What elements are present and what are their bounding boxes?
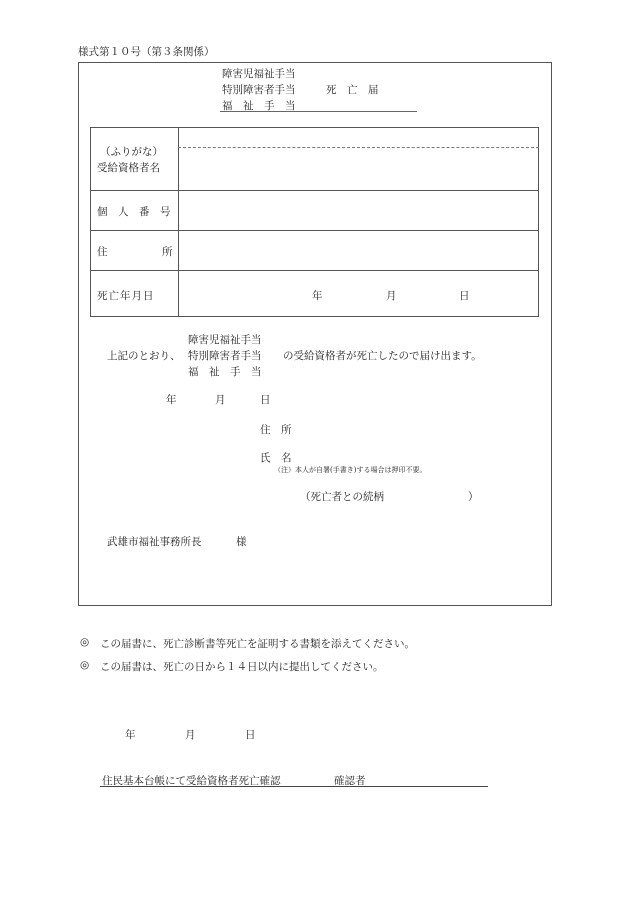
signature-note: （注）本人が自署(手書き)する場合は押印不要。 (274, 466, 427, 474)
death-date-year: 年 (312, 290, 323, 302)
death-date-field[interactable] (179, 271, 538, 316)
address-field[interactable] (179, 231, 538, 269)
death-date-day: 日 (459, 290, 470, 302)
applicant-name-label: 氏 名 (260, 452, 292, 464)
statement-suffix: の受給資格者が死亡したので届け出ます。 (283, 350, 482, 362)
statement-allowance-1: 障害児福祉手当 (188, 334, 262, 346)
addressee-honorific: 様 (236, 536, 247, 548)
title-allowance-3: 福 祉 手 当 (222, 100, 296, 112)
furigana-field[interactable] (179, 128, 538, 146)
office-month: 月 (185, 729, 196, 741)
note-mark-2: ◎ (80, 659, 90, 671)
office-day: 日 (245, 729, 256, 741)
confirmation-underline (100, 786, 488, 787)
relation-open: （死亡者との続柄 (300, 491, 384, 503)
personal-number-label: 個 人 番 号 (97, 206, 171, 218)
office-year: 年 (125, 729, 136, 741)
note-mark-1: ◎ (80, 636, 90, 648)
filing-month: 月 (215, 394, 226, 406)
addressee: 武雄市福祉事務所長 (107, 536, 202, 548)
death-date-label: 死亡年月日 (97, 290, 155, 302)
confirmation-text: 住民基本台帳にて受給資格者死亡確認 (102, 775, 281, 787)
death-date-month: 月 (386, 290, 397, 302)
note-1: この届書に、死亡診断書等死亡を証明する書類を添えてください。 (100, 638, 415, 650)
relation-close: ） (468, 491, 479, 503)
applicant-address-label: 住 所 (260, 424, 292, 436)
recipient-name-label: 受給資格者名 (97, 162, 160, 174)
title-underline (220, 111, 417, 112)
statement-allowance-2: 特別障害者手当 (188, 350, 262, 362)
furigana-label: （ふりがな） (100, 146, 163, 158)
title-allowance-1: 障害児福祉手当 (222, 68, 296, 80)
form-number: 様式第１０号（第３条関係） (78, 46, 215, 58)
confirmer-label: 確認者 (334, 775, 366, 787)
note-2: この届書は、死亡の日から１４日以内に提出してください。 (100, 661, 384, 673)
personal-number-field[interactable] (179, 191, 538, 229)
address-label-right: 所 (162, 246, 173, 258)
recipient-name-field[interactable] (179, 148, 538, 189)
statement-allowance-3: 福 祉 手 当 (188, 366, 262, 378)
statement-prefix: 上記のとおり、 (107, 350, 181, 362)
title-allowance-2: 特別障害者手当 (222, 84, 296, 96)
filing-year: 年 (166, 394, 177, 406)
filing-day: 日 (260, 394, 271, 406)
address-label-left: 住 (97, 246, 108, 258)
form-title: 死 亡 届 (326, 84, 379, 96)
